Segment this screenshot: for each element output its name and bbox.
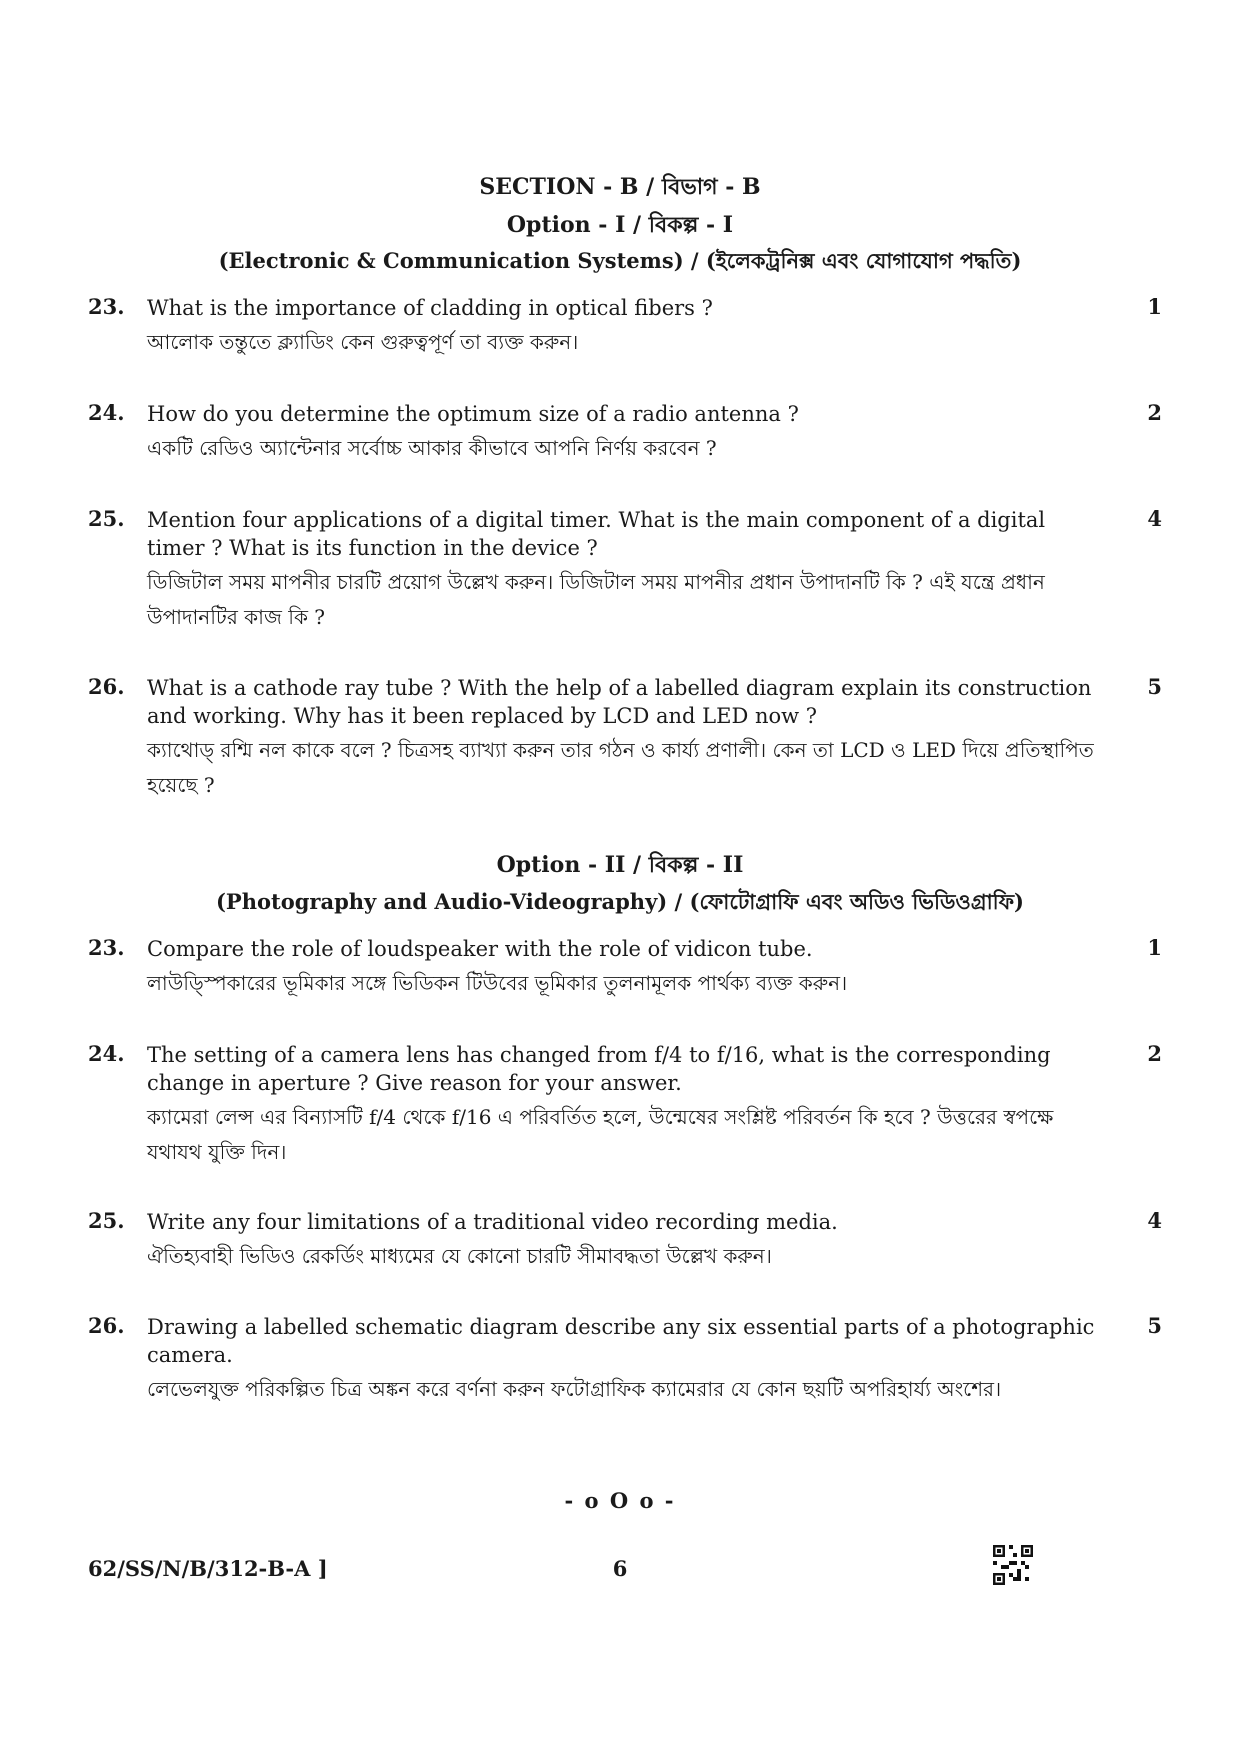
paper-code: 62/SS/N/B/312-B-A ] xyxy=(88,1556,328,1581)
question-text-bn: ক্যাথোড্ রশ্মি নল কাকে বলে ? চিত্রসহ ব্যাখ্যা করুন তার গঠন ও কার্য্য প্রণালী। কেন তা LCD ও LED দিয়ে প্রতিস্থাপিত হয়েছে ? xyxy=(147,738,1094,797)
question-text-bn: ডিজিটাল সময় মাপনীর চারটি প্রয়োগ উল্লেখ করুন। ডিজিটাল সময় মাপনীর প্রধান উপাদানটি কি ? এই যন্ত্রে প্রধান উপাদানটির কাজ কি ? xyxy=(147,570,1045,629)
question-marks: 2 xyxy=(1147,1041,1162,1066)
option1-subject: (Electronic & Communication Systems) / (ইলেকট্রনিক্স এবং যোগাযোগ পদ্ধতি) xyxy=(218,248,1022,273)
question-text-bn: আলোক তন্তুতে ক্ল্যাডিং কেন গুরুত্বপূর্ণ তা ব্যক্ত করুন। xyxy=(147,330,579,354)
question-text-en: Mention four applications of a digital timer. What is the main component of a digital timer ? What is its function in the device ? xyxy=(147,508,1046,560)
question-marks: 1 xyxy=(1147,935,1162,960)
question-number: 24. xyxy=(88,400,125,425)
section-title: SECTION - B / বিভাগ - B xyxy=(479,174,761,200)
page-number: 6 xyxy=(612,1556,628,1581)
option2-title: Option - II / বিকল্প - II xyxy=(496,852,744,878)
question-number: 24. xyxy=(88,1041,125,1066)
question-text-en: The setting of a camera lens has changed from f/4 to f/16, what is the corresponding change in aperture ? Give reason for your answer. xyxy=(147,1043,1051,1095)
option2-subject: (Photography and Audio-Videography) / (ফোটোগ্রাফি এবং অডিও ভিডিওগ্রাফি) xyxy=(216,889,1024,914)
question-text-bn: ক্যামেরা লেন্স এর বিন্যাসটি f/4 থেকে f/16 এ পরিবর্তিত হলে, উন্মেষের সংশ্লিষ্ট পরিবর্তন কি হবে ? উত্তরের স্বপক্ষে যথাযথ যুক্তি দিন। xyxy=(147,1105,1054,1164)
question-text-en: How do you determine the optimum size of a radio antenna ? xyxy=(147,402,799,426)
qr-code-icon xyxy=(993,1545,1033,1585)
question-number: 23. xyxy=(88,294,125,319)
end-mark: - o O o - xyxy=(564,1488,676,1513)
question-number: 25. xyxy=(88,506,125,531)
question-text-en: Compare the role of loudspeaker with the role of vidicon tube. xyxy=(147,937,813,961)
question-number: 25. xyxy=(88,1208,125,1233)
question-marks: 4 xyxy=(1147,506,1162,531)
question-number: 26. xyxy=(88,674,125,699)
question-marks: 2 xyxy=(1147,400,1162,425)
question-text-en: What is a cathode ray tube ? With the help of a labelled diagram explain its construction and working. Why has it been replaced by LCD and LED now ? xyxy=(147,676,1092,728)
question-number: 26. xyxy=(88,1313,125,1338)
question-text-en: What is the importance of cladding in optical fibers ? xyxy=(147,296,713,320)
question-marks: 1 xyxy=(1147,294,1162,319)
option1-title: Option - I / বিকল্প - I xyxy=(506,212,734,238)
question-text-en: Drawing a labelled schematic diagram describe any six essential parts of a photographic camera. xyxy=(147,1315,1095,1367)
question-text-bn: লাউড্স্পিকারের ভূমিকার সঙ্গে ভিডিকন টিউবের ভূমিকার তুলনামূলক পার্থক্য ব্যক্ত করুন। xyxy=(147,971,848,995)
question-number: 23. xyxy=(88,935,125,960)
question-marks: 4 xyxy=(1147,1208,1162,1233)
question-text-bn: ঐতিহ্যবাহী ভিডিও রেকর্ডিং মাধ্যমের যে কোনো চারটি সীমাবদ্ধতা উল্লেখ করুন। xyxy=(147,1244,772,1268)
question-marks: 5 xyxy=(1147,1313,1162,1338)
question-text-en: Write any four limitations of a traditional video recording media. xyxy=(147,1210,838,1234)
question-marks: 5 xyxy=(1147,674,1162,699)
question-text-bn: লেভেলযুক্ত পরিকল্পিত চিত্র অঙ্কন করে বর্ণনা করুন ফটোগ্রাফিক ক্যামেরার যে কোন ছয়টি অপরিহার্য্য অংশের। xyxy=(147,1377,1002,1401)
question-text-bn: একটি রেডিও অ্যান্টেনার সর্বোচ্চ আকার কীভাবে আপনি নির্ণয় করবেন ? xyxy=(147,436,717,460)
